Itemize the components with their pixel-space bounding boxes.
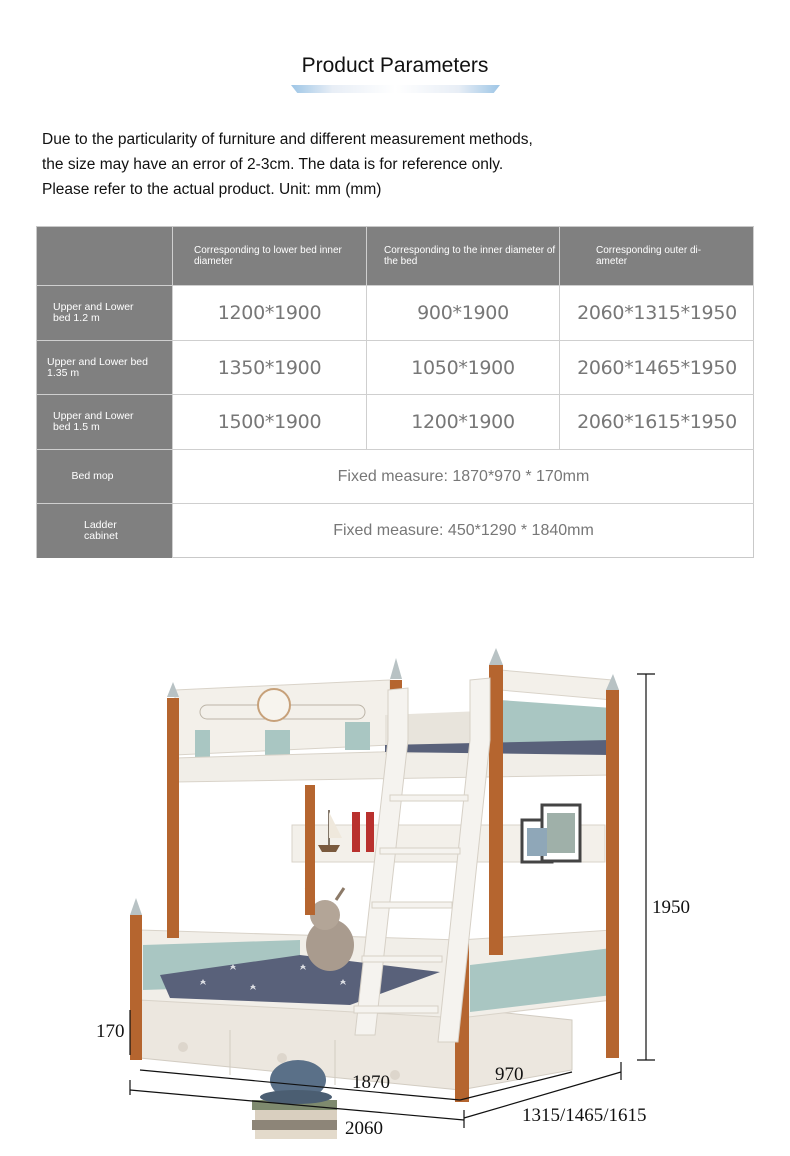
note-line-3: Please refer to the actual product. Unit: mm (mm) [42, 181, 382, 198]
column-header: Corresponding to lower bed inner diameter [173, 227, 367, 286]
drawer-height-label: 170 [96, 1021, 125, 1042]
table-cell: 900*1900 [367, 286, 560, 341]
row-label: Upper and Lower bed 1.2 m [37, 286, 173, 341]
column-header: Corresponding to the inner diameter of the bed [367, 227, 560, 286]
row-label: Bed mop [37, 450, 173, 504]
bunk-bed-diagram [96, 640, 706, 1150]
row-label: Upper and Lower bed 1.35 m [37, 341, 173, 395]
table-cell: 1500*1900 [173, 395, 367, 450]
height-label: 1950 [652, 897, 690, 918]
table-cell: 1200*1900 [173, 286, 367, 341]
table-cell: 2060*1315*1950 [560, 286, 754, 341]
table-cell: 1050*1900 [367, 341, 560, 395]
fixed-measure: Fixed measure: 450*1290 * 1840mm [333, 522, 594, 539]
row-label: Upper and Lower bed 1.5 m [37, 395, 173, 450]
note-line-1: Due to the particularity of furniture and different measurement methods, [42, 131, 533, 148]
title-underline [291, 85, 500, 93]
table-cell: 1350*1900 [173, 341, 367, 395]
table-cell: 2060*1465*1950 [560, 341, 754, 395]
page-title: Product Parameters [301, 54, 489, 77]
note-line-2: the size may have an error of 2-3cm. The data is for reference only. [42, 156, 504, 173]
table-cell: 2060*1615*1950 [560, 395, 754, 450]
fixed-measure: Fixed measure: 1870*970 * 170mm [173, 450, 754, 504]
column-header: Corresponding outer di- ameter [560, 227, 754, 286]
drawer-length-label: 1870 [352, 1072, 390, 1093]
length-label: 2060 [345, 1118, 383, 1139]
width-label: 1315/1465/1615 [522, 1105, 647, 1126]
table-cell: 1200*1900 [367, 395, 560, 450]
spec-table [36, 226, 754, 558]
header-corner [37, 227, 173, 286]
drawer-width-label: 970 [495, 1064, 524, 1085]
row-label: Ladder cabinet [37, 504, 173, 558]
